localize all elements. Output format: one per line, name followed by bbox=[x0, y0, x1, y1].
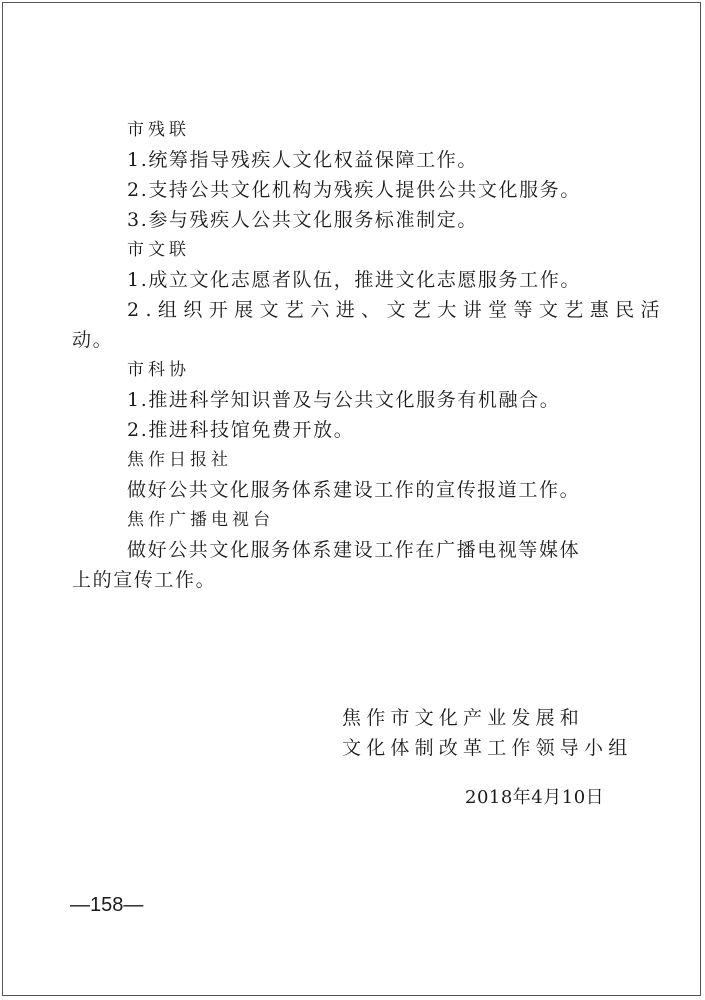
list-item: 3.参与残疾人公共文化服务标准制定。 bbox=[127, 209, 478, 231]
section-heading-city-disabled-federation: 市残联 bbox=[127, 120, 190, 140]
signature-date: 2018年4月10日 bbox=[465, 787, 605, 808]
page-number: —158— bbox=[70, 894, 144, 916]
list-item: 1.成立文化志愿者队伍，推进文化志愿服务工作。 bbox=[127, 269, 581, 291]
list-item: 2.推进科技馆免费开放。 bbox=[127, 419, 355, 441]
list-item: 1.统筹指导残疾人文化权益保障工作。 bbox=[127, 149, 478, 171]
list-item: 2.组织开展文艺六进、文艺大讲堂等文艺惠民活 bbox=[127, 299, 666, 321]
section-heading-jiaozuo-broadcast-tv: 焦作广播电视台 bbox=[127, 510, 274, 530]
list-item: 1.推进科学知识普及与公共文化服务有机融合。 bbox=[127, 389, 561, 411]
section-heading-city-science-association: 市科协 bbox=[127, 360, 190, 380]
list-item: 做好公共文化服务体系建设工作在广播电视等媒体 bbox=[127, 539, 581, 561]
section-heading-jiaozuo-daily: 焦作日报社 bbox=[127, 450, 232, 470]
list-item-continuation: 动。 bbox=[72, 329, 114, 351]
list-item-continuation: 上的宣传工作。 bbox=[72, 569, 217, 591]
section-heading-city-literature-art-federation: 市文联 bbox=[127, 240, 190, 260]
signature-organization-line1: 焦作市文化产业发展和 bbox=[342, 707, 585, 729]
list-item: 做好公共文化服务体系建设工作的宣传报道工作。 bbox=[127, 479, 581, 501]
signature-organization-line2: 文化体制改革工作领导小组 bbox=[342, 737, 633, 759]
list-item: 2.支持公共文化机构为残疾人提供公共文化服务。 bbox=[127, 179, 581, 201]
